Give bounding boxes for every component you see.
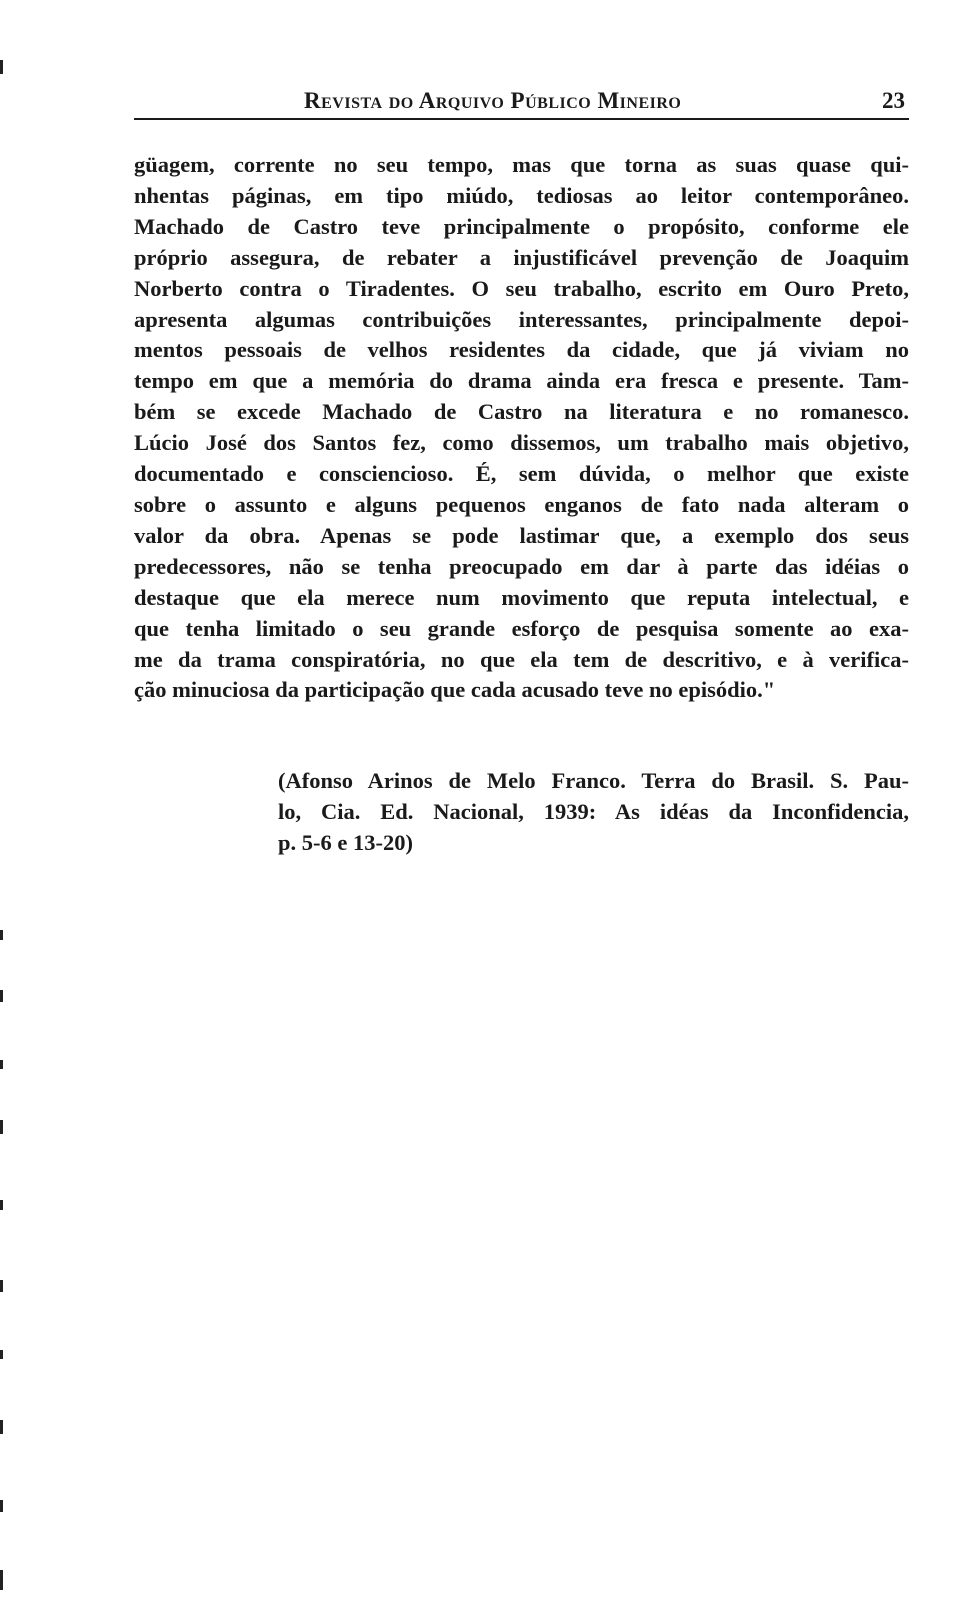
citation-block [278,765,909,858]
text-line: nhentas páginas, em tipo miúdo, tediosas ao leitor contemporâneo. [134,182,909,208]
citation-line: p. 5-6 e 13-20) [278,830,413,855]
citation-line: lo, Cia. Ed. Nacional, 1939: As idéas da Inconfidencia, [278,799,909,824]
text-line: sobre o assunto e alguns pequenos enganos de fato nada alteram o [134,491,909,517]
text-line: Machado de Castro teve principalmente o propósito, conforme ele [134,213,909,239]
text-line: Lúcio José dos Santos fez, como dissemos, um trabalho mais objetivo, [134,430,909,456]
scan-edge-mark [0,60,3,74]
text-line: bém se excede Machado de Castro na literatura e no romanesco. [134,399,909,425]
text-line: predecessores, não se tenha preocupado em dar à parte das idéias o [134,553,909,579]
text-line: que tenha limitado o seu grande esforço de pesquisa somente ao exa- [134,615,909,641]
text-line: güagem, corrente no seu tempo, mas que torna as suas quase qui- [134,152,909,177]
text-line: valor da obra. Apenas se pode lastimar que, a exemplo dos seus [134,522,909,548]
journal-title: Revista do Arquivo Público Mineiro [304,88,682,113]
text-line: mentos pessoais de velhos residentes da cidade, que já viviam no [134,337,909,363]
text-line: ção minuciosa da participação que cada acusado teve no episódio." [134,677,776,703]
scan-edge-mark [0,1200,3,1210]
scan-edge-mark [0,990,3,1002]
scan-edge-mark [0,1570,3,1590]
body-paragraph [134,150,909,706]
text-line: tempo em que a memória do drama ainda era fresca e presente. Tam- [134,368,909,394]
text-line: apresenta algumas contribuições interessantes, principalmente depoi- [134,306,909,332]
running-head [134,82,909,122]
scan-edge-mark [0,1500,3,1512]
text-line: me da trama conspiratória, no que ela tem de descritivo, e à verifica- [134,646,909,672]
text-line: Norberto contra o Tiradentes. O seu trabalho, escrito em Ouro Preto, [134,275,909,301]
scan-edge-mark [0,1350,3,1359]
text-line: documentado e consciencioso. É, sem dúvida, o melhor que existe [134,461,909,487]
text-line: destaque que ela merece num movimento que reputa intelectual, e [134,584,909,610]
page-number: 23 [882,88,905,113]
citation-line: (Afonso Arinos de Melo Franco. Terra do Brasil. S. Pau- [278,768,909,793]
scan-edge-mark [0,1280,3,1292]
scan-edge-mark [0,1060,3,1069]
scan-edge-mark [0,1420,3,1434]
scan-edge-mark [0,930,3,940]
header-rule [134,118,909,120]
text-line: próprio assegura, de rebater a injustificável prevenção de Joaquim [134,244,909,270]
scan-edge-mark [0,1120,3,1134]
